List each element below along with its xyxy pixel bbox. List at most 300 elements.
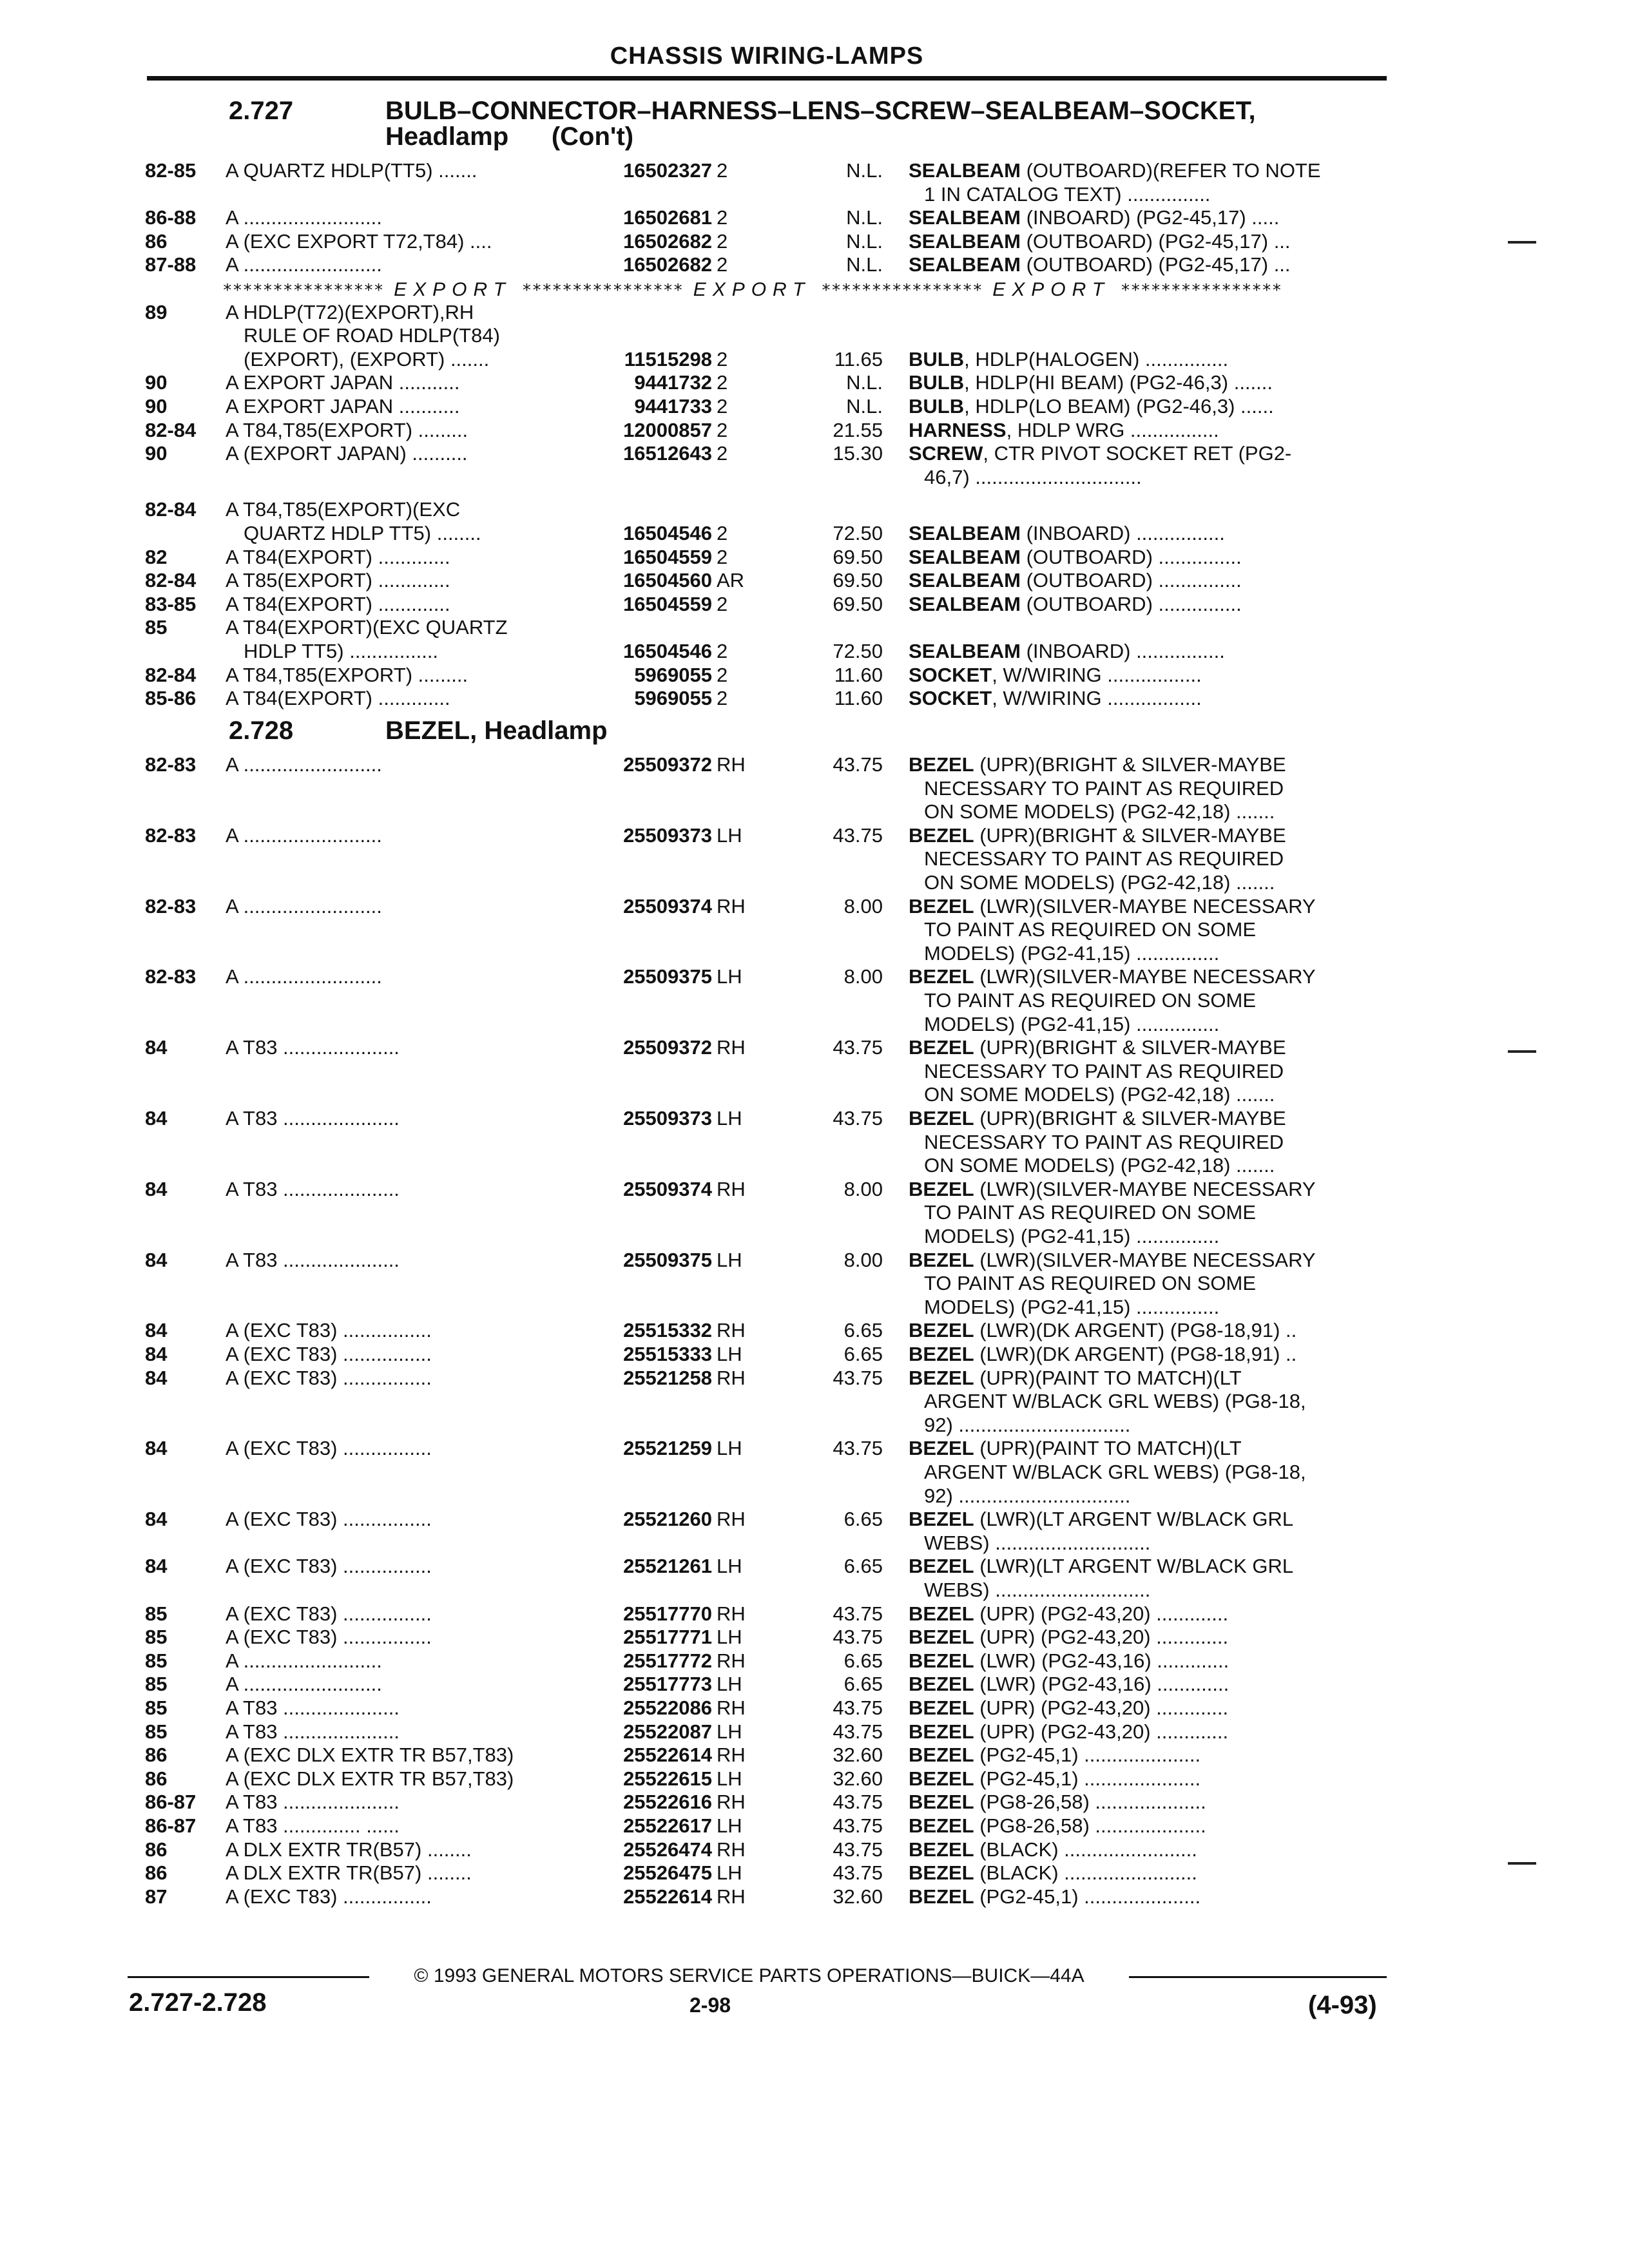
part-number: 25509372	[623, 1036, 712, 1059]
quantity: 2	[717, 419, 728, 441]
model-year: 86	[145, 1838, 168, 1861]
part-name-keyword: BEZEL	[909, 1508, 974, 1530]
part-name	[909, 1885, 1379, 1909]
margin-mark	[1508, 1050, 1536, 1053]
model-year: 82-84	[145, 569, 197, 591]
quantity: RH	[717, 1602, 746, 1625]
part-name	[909, 1436, 1379, 1461]
part-name	[909, 592, 1379, 617]
table-row	[0, 229, 1629, 255]
part-name-keyword: BEZEL	[909, 1249, 974, 1271]
part-name	[909, 1672, 1379, 1696]
quantity: LH	[717, 1861, 742, 1884]
part-name-keyword: BEZEL	[909, 1036, 974, 1059]
table-row	[0, 615, 1629, 641]
part-name-detail: (OUTBOARD)(REFER TO NOTE	[1020, 159, 1321, 182]
model-year: 82-85	[145, 159, 197, 182]
table-row	[0, 1318, 1629, 1344]
part-name-keyword: BEZEL	[909, 1343, 974, 1365]
part-name-keyword: SCREW	[909, 442, 983, 465]
usage-description: (EXPORT), (EXPORT) .......	[244, 348, 490, 370]
continuation-line	[0, 941, 1629, 967]
continuation-line	[0, 1484, 1629, 1510]
continuation-line	[0, 1389, 1629, 1415]
usage-description: A .........................	[226, 824, 382, 847]
part-number: 25509375	[623, 965, 712, 988]
part-name	[909, 686, 1379, 711]
part-name-detail: (OUTBOARD) (PG2-45,17) ...	[1020, 253, 1291, 276]
table-row	[0, 894, 1629, 920]
quantity: LH	[717, 1814, 742, 1837]
usage-description: A (EXC T83) ................	[226, 1602, 432, 1625]
part-number: 25509372	[623, 753, 712, 776]
price: N.L.	[846, 206, 883, 229]
price: N.L.	[846, 230, 883, 253]
price: N.L.	[846, 371, 883, 394]
part-name	[909, 1790, 1379, 1814]
part-name	[909, 1578, 1379, 1602]
part-name	[909, 988, 1379, 1013]
table-row	[0, 1106, 1629, 1132]
part-name-detail: (OUTBOARD) (PG2-45,17) ...	[1020, 230, 1291, 253]
part-name	[909, 663, 1379, 687]
table-row	[0, 1696, 1629, 1722]
part-name-detail: TO PAINT AS REQUIRED ON SOME	[924, 918, 1257, 941]
part-name-detail: (INBOARD) (PG2-45,17) .....	[1020, 206, 1280, 229]
table-row	[0, 1814, 1629, 1840]
part-number: 25521261	[623, 1555, 712, 1577]
quantity: RH	[717, 1367, 746, 1389]
table-row	[0, 1177, 1629, 1203]
continuation-line	[0, 776, 1629, 802]
part-number: 16504559	[623, 546, 712, 568]
part-number: 16504546	[623, 522, 712, 544]
part-number: 25509375	[623, 1249, 712, 1271]
model-year: 86	[145, 1744, 168, 1766]
usage-description: A T85(EXPORT) .............	[226, 569, 450, 591]
part-name	[909, 1106, 1379, 1131]
part-name	[909, 1295, 1379, 1320]
usage-description: A (EXC T83) ................	[226, 1626, 432, 1648]
section-range: 2.727-2.728	[129, 1988, 267, 2017]
part-number: 25509374	[623, 895, 712, 918]
usage-description: A T84(EXPORT) .............	[226, 687, 450, 709]
section-number: 2.727	[229, 97, 294, 125]
part-name-keyword: SEALBEAM	[909, 546, 1021, 568]
continuation-line	[0, 1153, 1629, 1179]
part-name	[909, 1389, 1379, 1414]
part-name-detail: NECESSARY TO PAINT AS REQUIRED	[924, 1131, 1284, 1153]
part-name	[909, 1153, 1379, 1178]
part-name	[909, 1814, 1379, 1838]
part-number: 16502327	[623, 159, 712, 182]
part-name-keyword: SOCKET	[909, 664, 992, 686]
part-name-detail: (LWR)(DK ARGENT) (PG8-18,91) ..	[974, 1343, 1297, 1365]
part-name-detail: (OUTBOARD) ...............	[1020, 593, 1242, 615]
part-name	[909, 1200, 1379, 1225]
model-year: 82-84	[145, 419, 197, 441]
price: 43.75	[833, 1437, 883, 1459]
part-name-keyword: SEALBEAM	[909, 206, 1021, 229]
part-name-detail: (LWR)(SILVER-MAYBE NECESSARY	[974, 1249, 1316, 1271]
quantity: 2	[717, 546, 728, 568]
usage-description: A T83 .....................	[226, 1178, 400, 1200]
continuation-line	[0, 1531, 1629, 1557]
price: 6.65	[843, 1508, 883, 1530]
part-name	[909, 1271, 1379, 1296]
part-name-detail: (PG8-26,58) ....................	[974, 1791, 1206, 1813]
part-name-detail: (OUTBOARD) ...............	[1020, 569, 1242, 591]
part-name-detail: (LWR)(SILVER-MAYBE NECESSARY	[974, 1178, 1316, 1200]
quantity: 2	[717, 206, 728, 229]
quantity: 2	[717, 371, 728, 394]
continuation-line	[0, 988, 1629, 1014]
table-row	[0, 1602, 1629, 1628]
part-name-detail: (UPR)(BRIGHT & SILVER-MAYBE	[974, 824, 1286, 847]
part-number: 25515332	[623, 1319, 712, 1341]
part-number: 5969055	[634, 664, 712, 686]
model-year: 86	[145, 230, 168, 253]
part-name-keyword: SEALBEAM	[909, 640, 1021, 662]
part-name	[909, 1696, 1379, 1720]
price: 69.50	[833, 569, 883, 591]
part-name-detail: , CTR PIVOT SOCKET RET (PG2-	[983, 442, 1292, 465]
quantity: LH	[717, 965, 742, 988]
part-name-keyword: BEZEL	[909, 1555, 974, 1577]
table-row	[0, 686, 1629, 712]
model-year: 85	[145, 1696, 168, 1719]
part-name	[909, 1059, 1379, 1084]
usage-description: QUARTZ HDLP TT5) ........	[244, 522, 481, 544]
part-name	[909, 965, 1379, 989]
part-name-detail: (LWR)(LT ARGENT W/BLACK GRL	[974, 1555, 1294, 1577]
model-year: 82-83	[145, 824, 197, 847]
quantity: LH	[717, 1107, 742, 1129]
part-name	[909, 1861, 1379, 1885]
part-name-keyword: BULB	[909, 348, 965, 370]
part-number: 25522086	[623, 1696, 712, 1719]
part-name-detail: (LWR)(LT ARGENT W/BLACK GRL	[974, 1508, 1294, 1530]
part-name	[909, 1554, 1379, 1579]
quantity: 2	[717, 230, 728, 253]
part-name-detail: (UPR)(PAINT TO MATCH)(LT	[974, 1367, 1242, 1389]
part-name	[909, 521, 1379, 546]
price: 72.50	[833, 640, 883, 662]
part-name-keyword: BEZEL	[909, 1367, 974, 1389]
table-row	[0, 1743, 1629, 1769]
table-row	[0, 545, 1629, 571]
part-name-detail: (LWR)(SILVER-MAYBE NECESSARY	[974, 965, 1316, 988]
part-number: 25526474	[623, 1838, 712, 1861]
part-name-keyword: BEZEL	[909, 1319, 974, 1341]
part-name	[909, 1460, 1379, 1485]
continuation-line	[0, 847, 1629, 872]
part-name-detail: (UPR) (PG2-43,20) .............	[974, 1696, 1229, 1719]
table-row	[0, 347, 1629, 373]
continuation-line	[0, 1200, 1629, 1226]
part-name-keyword: BEZEL	[909, 1649, 974, 1672]
quantity: 2	[717, 159, 728, 182]
part-number: 25522614	[623, 1744, 712, 1766]
price: 43.75	[833, 1367, 883, 1389]
usage-description: A T83 .....................	[226, 1249, 400, 1271]
part-name-detail: 1 IN CATALOG TEXT) ...............	[924, 183, 1211, 206]
part-name	[909, 1484, 1379, 1508]
usage-description: A DLX EXTR TR(B57) ........	[226, 1838, 472, 1861]
model-year: 82-83	[145, 965, 197, 988]
price: 8.00	[843, 965, 883, 988]
export-label: EXPORT	[394, 279, 512, 300]
table-row	[0, 753, 1629, 778]
usage-description: A T84,T85(EXPORT)(EXC	[226, 498, 461, 521]
quantity: 2	[717, 395, 728, 418]
continuation-line	[0, 1460, 1629, 1486]
part-name-detail: , HDLP(HALOGEN) ...............	[964, 348, 1229, 370]
quantity: RH	[717, 753, 746, 776]
part-number: 25522615	[623, 1767, 712, 1790]
price: 43.75	[833, 1696, 883, 1719]
part-name	[909, 800, 1379, 824]
copyright-notice: © 1993 GENERAL MOTORS SERVICE PARTS OPERATIONS—BUICK—44A	[414, 1965, 1084, 1986]
part-name	[909, 159, 1379, 183]
price: 8.00	[843, 1249, 883, 1271]
usage-description: A DLX EXTR TR(B57) ........	[226, 1861, 472, 1884]
price: 21.55	[833, 419, 883, 441]
quantity: LH	[717, 1720, 742, 1743]
part-name-keyword: BULB	[909, 371, 965, 394]
quantity: LH	[717, 824, 742, 847]
part-name-keyword: BEZEL	[909, 753, 974, 776]
part-name-detail: ON SOME MODELS) (PG2-42,18) .......	[924, 1083, 1275, 1106]
price: 6.65	[843, 1555, 883, 1577]
table-row	[0, 1248, 1629, 1274]
part-name-detail: MODELS) (PG2-41,15) ...............	[924, 1225, 1220, 1247]
continuation-line	[0, 1295, 1629, 1321]
part-name-keyword: SEALBEAM	[909, 253, 1021, 276]
table-row	[0, 521, 1629, 547]
part-name-keyword: BEZEL	[909, 1178, 974, 1200]
part-name-detail: 92) ...............................	[924, 1485, 1131, 1507]
part-number: 16502682	[623, 230, 712, 253]
part-name	[909, 894, 1379, 919]
model-year: 82	[145, 546, 168, 568]
table-row	[0, 1436, 1629, 1462]
price: 43.75	[833, 1720, 883, 1743]
usage-description: A (EXPORT JAPAN) ..........	[226, 442, 468, 465]
model-year: 86	[145, 1767, 168, 1790]
part-name	[909, 1507, 1379, 1532]
part-number: 25521260	[623, 1508, 712, 1530]
price: 69.50	[833, 593, 883, 615]
quantity: 2	[717, 253, 728, 276]
quantity: RH	[717, 1744, 746, 1766]
price: 43.75	[833, 1814, 883, 1837]
part-number: 25522087	[623, 1720, 712, 1743]
margin-mark	[1508, 241, 1536, 244]
part-name-detail: 46,7) ..............................	[924, 466, 1142, 488]
part-name-detail: , HDLP(HI BEAM) (PG2-46,3) .......	[964, 371, 1273, 394]
price: 69.50	[833, 546, 883, 568]
quantity: LH	[717, 1673, 742, 1695]
model-year: 85	[145, 1649, 168, 1672]
part-name-detail: NECESSARY TO PAINT AS REQUIRED	[924, 847, 1284, 870]
export-label: EXPORT	[693, 279, 811, 300]
part-name-detail: (PG2-45,1) .....................	[974, 1885, 1201, 1908]
usage-description: A .........................	[226, 753, 382, 776]
part-name	[909, 1602, 1379, 1626]
part-name-detail: (BLACK) ........................	[974, 1861, 1197, 1884]
table-row	[0, 1790, 1629, 1816]
part-name	[909, 941, 1379, 966]
part-number: 9441732	[634, 371, 712, 394]
continuation-line	[0, 465, 1629, 491]
part-number: 25517770	[623, 1602, 712, 1625]
part-name	[909, 545, 1379, 570]
part-name-detail: (INBOARD) ................	[1020, 522, 1225, 544]
usage-description: A (EXC DLX EXTR TR B57,T83)	[226, 1744, 514, 1766]
part-name-keyword: SEALBEAM	[909, 522, 1021, 544]
quantity: 2	[717, 664, 728, 686]
part-name-detail: 92) ...............................	[924, 1414, 1131, 1436]
table-row	[0, 1366, 1629, 1392]
part-name-keyword: BEZEL	[909, 1107, 974, 1129]
part-name-detail: ON SOME MODELS) (PG2-42,18) .......	[924, 871, 1275, 894]
usage-description: A T83 .....................	[226, 1791, 400, 1813]
part-name	[909, 182, 1379, 207]
part-name-detail: (INBOARD) ................	[1020, 640, 1225, 662]
part-name	[909, 1720, 1379, 1744]
price: 43.75	[833, 1107, 883, 1129]
part-name	[909, 206, 1379, 230]
price: 11.65	[834, 348, 883, 370]
part-name-keyword: BEZEL	[909, 965, 974, 988]
part-name	[909, 1035, 1379, 1060]
price: 6.65	[843, 1319, 883, 1341]
quantity: RH	[717, 1178, 746, 1200]
usage-description: A .........................	[226, 965, 382, 988]
part-name-detail: (UPR) (PG2-43,20) .............	[974, 1626, 1229, 1648]
part-name	[909, 229, 1379, 254]
part-name-detail: TO PAINT AS REQUIRED ON SOME	[924, 1272, 1257, 1294]
model-year: 90	[145, 371, 168, 394]
quantity: RH	[717, 1508, 746, 1530]
table-row	[0, 1649, 1629, 1675]
part-name-keyword: SEALBEAM	[909, 569, 1021, 591]
usage-description: A (EXC T83) ................	[226, 1437, 432, 1459]
part-name-detail: MODELS) (PG2-41,15) ...............	[924, 1013, 1220, 1035]
usage-description: A .........................	[226, 895, 382, 918]
usage-description: A EXPORT JAPAN ...........	[226, 371, 460, 394]
part-name-detail: MODELS) (PG2-41,15) ...............	[924, 942, 1220, 965]
price: 32.60	[833, 1744, 883, 1766]
page-number: 2-98	[689, 1994, 731, 2017]
part-name-detail: NECESSARY TO PAINT AS REQUIRED	[924, 1060, 1284, 1082]
table-row	[0, 394, 1629, 420]
part-name-detail: (UPR) (PG2-43,20) .............	[974, 1602, 1229, 1625]
part-name-detail: (UPR)(BRIGHT & SILVER-MAYBE	[974, 1036, 1286, 1059]
part-name-detail: MODELS) (PG2-41,15) ...............	[924, 1296, 1220, 1318]
margin-mark	[1508, 1862, 1536, 1865]
part-number: 16512643	[623, 442, 712, 465]
price: 6.65	[843, 1343, 883, 1365]
continuation-line	[0, 1578, 1629, 1604]
part-name	[909, 568, 1379, 593]
part-name-keyword: BEZEL	[909, 1744, 974, 1766]
table-row	[0, 206, 1629, 231]
usage-description: A T83 .....................	[226, 1696, 400, 1719]
section-title: BULB–CONNECTOR–HARNESS–LENS–SCREW–SEALBEAM–SOCKET,	[385, 97, 1256, 125]
usage-description: HDLP TT5) ................	[244, 640, 439, 662]
header-rule	[147, 76, 1387, 81]
part-name-detail: , W/WIRING .................	[992, 664, 1202, 686]
part-number: 25521258	[623, 1367, 712, 1389]
price: 43.75	[833, 753, 883, 776]
usage-description: A .........................	[226, 1673, 382, 1695]
part-name	[909, 1248, 1379, 1273]
quantity: 2	[717, 442, 728, 465]
price: 6.65	[843, 1649, 883, 1672]
part-name	[909, 1767, 1379, 1791]
usage-description: A T84(EXPORT) .............	[226, 593, 450, 615]
export-label: EXPORT	[992, 279, 1111, 300]
part-name-detail: ARGENT W/BLACK GRL WEBS) (PG8-18,	[924, 1390, 1306, 1412]
model-year: 83-85	[145, 593, 197, 615]
part-name-detail: , W/WIRING .................	[992, 687, 1202, 709]
table-row	[0, 370, 1629, 396]
part-name-keyword: SEALBEAM	[909, 230, 1021, 253]
table-row	[0, 1861, 1629, 1887]
price: 15.30	[833, 442, 883, 465]
table-row	[0, 639, 1629, 665]
model-year: 84	[145, 1555, 168, 1577]
part-name-detail: (LWR) (PG2-43,16) .............	[974, 1649, 1229, 1672]
part-name-keyword: BEZEL	[909, 1696, 974, 1719]
usage-description: A T83 .............. ......	[226, 1814, 400, 1837]
usage-description: A T83 .....................	[226, 1036, 400, 1059]
price: 8.00	[843, 1178, 883, 1200]
part-name-detail: (PG2-45,1) .....................	[974, 1744, 1201, 1766]
model-year: 86-87	[145, 1814, 197, 1837]
model-year: 82-83	[145, 895, 197, 918]
part-name	[909, 1224, 1379, 1249]
part-name-keyword: BEZEL	[909, 1767, 974, 1790]
part-number: 25509374	[623, 1178, 712, 1200]
model-year: 85	[145, 1673, 168, 1695]
part-name	[909, 823, 1379, 848]
part-number: 16504559	[623, 593, 712, 615]
part-name-detail: (LWR) (PG2-43,16) .............	[974, 1673, 1229, 1695]
price: 43.75	[833, 1036, 883, 1059]
table-row	[0, 1885, 1629, 1910]
quantity: 2	[717, 593, 728, 615]
usage-description: A (EXC T83) ................	[226, 1885, 432, 1908]
table-row	[0, 592, 1629, 618]
continuation-line	[0, 800, 1629, 825]
part-number: 25509373	[623, 1107, 712, 1129]
part-name-detail: (LWR)(DK ARGENT) (PG8-18,91) ..	[974, 1319, 1297, 1341]
part-name-keyword: BEZEL	[909, 1626, 974, 1648]
part-name	[909, 1366, 1379, 1390]
model-year: 84	[145, 1367, 168, 1389]
part-name	[909, 639, 1379, 664]
price: 11.60	[834, 687, 883, 709]
continuation-line	[0, 1130, 1629, 1156]
part-name-detail: TO PAINT AS REQUIRED ON SOME	[924, 1201, 1257, 1224]
model-year: 85	[145, 1720, 168, 1743]
price: 8.00	[843, 895, 883, 918]
continuation-line	[0, 1413, 1629, 1439]
part-number: 25526475	[623, 1861, 712, 1884]
